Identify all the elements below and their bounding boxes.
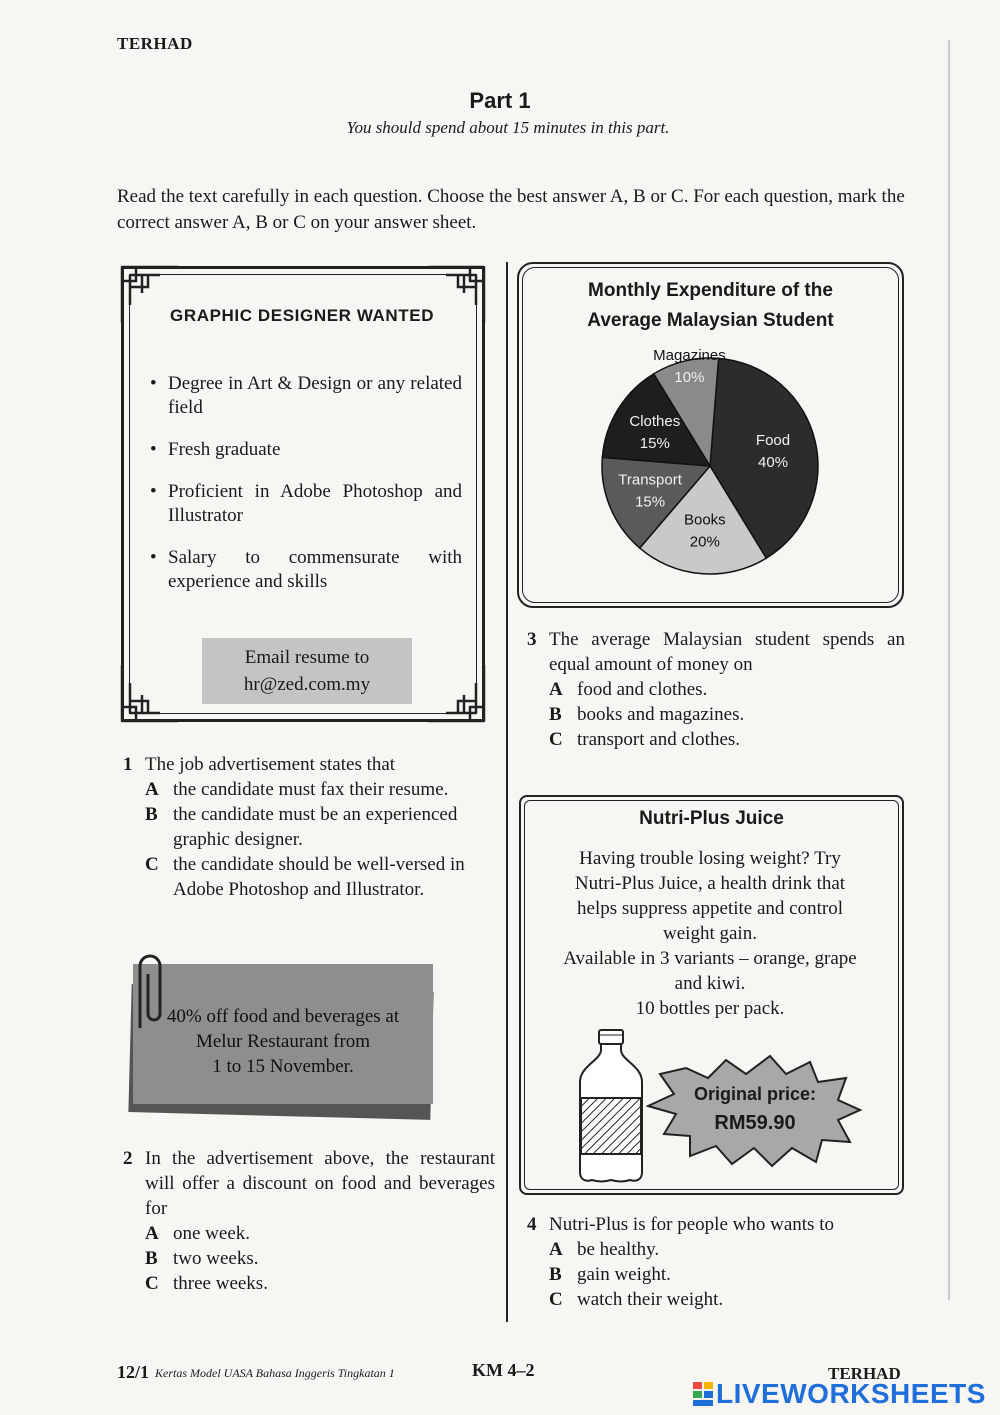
chart-title [517, 276, 904, 336]
question-4 [527, 1212, 905, 1312]
juice-text-line: Having trouble losing weight? Try [579, 848, 841, 869]
juice-text-line: 10 bottles per pack. [635, 998, 785, 1019]
option-letter: B [145, 804, 158, 825]
question-1 [123, 752, 498, 902]
pie-label-books: Books [683, 511, 726, 529]
juice-text-line: helps suppress appetite and control [577, 898, 843, 919]
corner-ornament-icon [426, 265, 486, 325]
question-stem: The average Malaysian student spends an equal amount of money on [549, 629, 905, 675]
page-number: KM 4–2 [472, 1360, 535, 1380]
option-letter: A [145, 1223, 159, 1244]
paper-code: 12/1 [117, 1362, 150, 1382]
promo-line-3: 1 to 15 November. [212, 1056, 354, 1077]
option-letter: A [549, 679, 563, 700]
promo-note [133, 964, 433, 1104]
option-text: books and magazines. [577, 704, 745, 725]
juice-title: Nutri-Plus Juice [639, 808, 784, 829]
juice-description [530, 846, 890, 1021]
option-b[interactable] [527, 1262, 905, 1287]
promo-line-2: Melur Restaurant from [195, 1031, 371, 1052]
instructions: Read the text carefully in each question. Choose the best answer A, B or C. For each question, mark the correct answer A, B or C on your answer sheet. [117, 186, 905, 233]
pie-label-food: Food [755, 431, 791, 449]
list-item: • Salary to commensurate with experience and skills [150, 546, 462, 594]
option-text: transport and clothes. [577, 729, 741, 750]
option-letter: B [549, 704, 562, 725]
option-text: the candidate must be an experienced graphic designer. [173, 804, 458, 850]
option-text: two weeks. [173, 1248, 259, 1269]
option-letter: C [145, 854, 159, 875]
corner-ornament-icon [120, 663, 180, 723]
pie-value-transport: 15% [635, 493, 666, 511]
question-number: 2 [123, 1148, 133, 1169]
option-b[interactable] [527, 702, 905, 727]
job-requirements-list [150, 372, 462, 612]
option-a[interactable] [527, 1237, 905, 1262]
part-title: Part 1 [469, 88, 531, 113]
option-text: three weeks. [173, 1273, 268, 1294]
option-text: gain weight. [577, 1264, 671, 1285]
pie-chart [580, 336, 840, 596]
question-stem: The job advertisement states that [145, 754, 396, 775]
question-3 [527, 627, 905, 752]
option-a[interactable] [527, 677, 905, 702]
pie-label-transport: Transport [618, 471, 682, 489]
chart-title-line-1: Monthly Expenditure of the [588, 280, 833, 301]
pie-label-clothes: Clothes [629, 413, 681, 431]
restricted-label-bottom: TERHAD [828, 1364, 901, 1383]
original-price-value: RM59.90 [714, 1112, 796, 1134]
juice-text-line: Available in 3 variants – orange, grape [563, 948, 857, 969]
option-letter: A [549, 1239, 563, 1260]
question-stem: Nutri-Plus is for people who wants to [549, 1214, 834, 1235]
option-letter: B [145, 1248, 158, 1269]
option-c[interactable] [527, 727, 905, 752]
promo-line-1: 40% off food and beverages at [166, 1006, 400, 1027]
paper-title: Kertas Model UASA Bahasa Inggeris Tingkatan 1 [155, 1366, 395, 1380]
question-number: 1 [123, 754, 133, 775]
pie-label-magazines: Magazines [653, 346, 726, 364]
option-letter: C [145, 1273, 159, 1294]
option-a[interactable] [123, 1221, 495, 1246]
question-number: 4 [527, 1214, 537, 1235]
list-item: • Fresh graduate [150, 438, 462, 462]
email-line-1: Email resume to [244, 647, 370, 668]
question-stem: In the advertisement above, the restaurant will offer a discount on food and beverages for [145, 1148, 495, 1219]
option-text: one week. [173, 1223, 251, 1244]
option-letter: C [549, 729, 563, 750]
original-price-label: Original price: [693, 1084, 817, 1104]
liveworksheets-brand[interactable]: LIVEWORKSHEETS [716, 1378, 986, 1409]
restricted-label-top: TERHAD [117, 34, 193, 53]
juice-bottle-icon [576, 1026, 646, 1186]
corner-ornament-icon [426, 663, 486, 723]
list-item: • Degree in Art & Design or any related field [150, 372, 462, 420]
pie-value-food: 40% [758, 453, 789, 471]
option-letter: A [145, 779, 159, 800]
option-text: be healthy. [577, 1239, 660, 1260]
option-text: the candidate should be well-versed in Adobe Photoshop and Illustrator. [173, 854, 465, 900]
pie-value-magazines: 10% [674, 368, 705, 386]
column-divider [506, 262, 508, 1322]
part-subtitle: You should spend about 15 minutes in this part. [346, 118, 670, 137]
list-item: • Proficient in Adobe Photoshop and Illustrator [150, 480, 462, 528]
price-starburst [646, 1050, 862, 1170]
option-a[interactable] [123, 777, 498, 802]
juice-text-line: weight gain. [663, 923, 757, 944]
email-address: hr@zed.com.my [243, 674, 371, 695]
paperclip-icon [130, 948, 164, 1032]
question-number: 3 [527, 629, 537, 650]
option-letter: C [549, 1289, 563, 1310]
page-edge-shadow [948, 40, 950, 1300]
option-text: food and clothes. [577, 679, 708, 700]
juice-text-line: Nutri-Plus Juice, a health drink that [574, 873, 846, 894]
option-letter: B [549, 1264, 562, 1285]
pie-value-books: 20% [689, 533, 720, 551]
option-text: the candidate must fax their resume. [173, 779, 449, 800]
option-text: watch their weight. [577, 1289, 724, 1310]
juice-text-line: and kiwi. [674, 973, 746, 994]
option-b[interactable] [123, 802, 498, 852]
job-ad-title: GRAPHIC DESIGNER WANTED [170, 306, 435, 325]
option-b[interactable] [123, 1246, 495, 1271]
option-c[interactable] [527, 1287, 905, 1312]
option-c[interactable] [123, 852, 498, 902]
pie-value-clothes: 15% [639, 435, 670, 453]
option-c[interactable] [123, 1271, 495, 1296]
email-resume-box [202, 638, 412, 704]
liveworksheets-logo-icon [693, 1382, 713, 1406]
chart-title-line-2: Average Malaysian Student [587, 310, 834, 331]
question-2 [123, 1146, 495, 1296]
